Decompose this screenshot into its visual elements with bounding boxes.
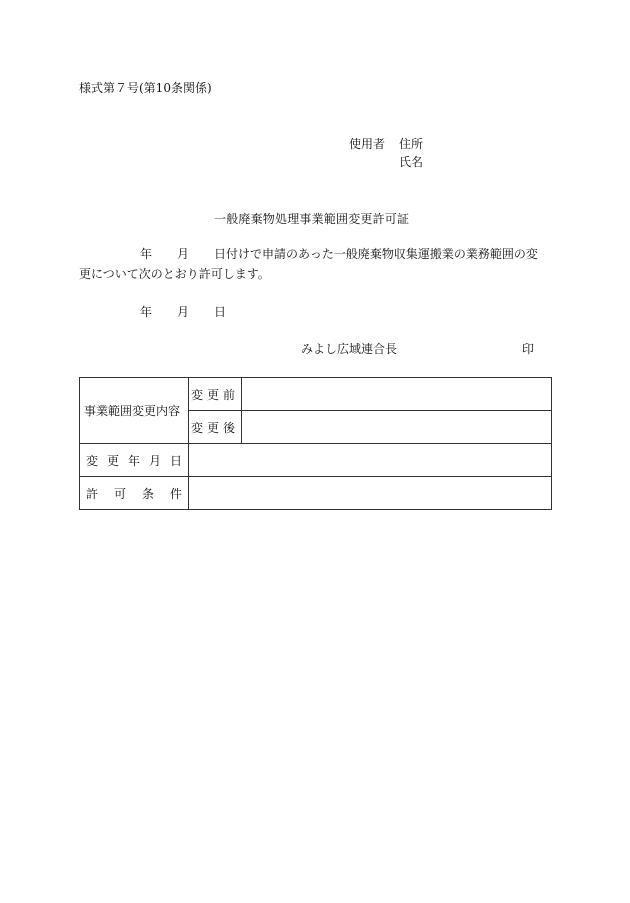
conditions-char: 件 — [169, 486, 182, 501]
name-label: 氏名 — [399, 155, 424, 169]
conditions-label — [80, 477, 189, 510]
body-text-line-1 — [79, 247, 551, 261]
body-text-rest: 日付けで申請のあった一般廃棄物収集運搬業の業務範囲の変 — [214, 247, 538, 261]
conditions-char: 許 — [86, 486, 99, 501]
seal-mark: 印 — [522, 342, 535, 356]
body-year-label: 年 — [140, 247, 153, 261]
body-text-line-2: 更について次のとおり許可します。 — [79, 267, 270, 281]
document-title: 一般廃棄物処理事業範囲変更許可証 — [214, 212, 410, 226]
issue-year-label: 年 — [140, 305, 153, 319]
body-month-label: 月 — [177, 247, 190, 261]
issuer-name: みよし広域連合長 — [301, 342, 398, 356]
change-date-char: 年 — [127, 453, 140, 468]
user-label: 使用者 — [349, 137, 386, 151]
address-label: 住所 — [399, 137, 424, 151]
issue-month-label: 月 — [177, 305, 190, 319]
table-row-conditions — [80, 477, 552, 510]
table-row-before — [80, 378, 552, 411]
change-date-label — [80, 444, 189, 477]
conditions-char: 条 — [141, 486, 154, 501]
after-label: 変更後 — [189, 411, 242, 444]
conditions-value[interactable] — [189, 477, 552, 510]
after-value[interactable] — [242, 411, 552, 444]
issue-day-label: 日 — [214, 305, 227, 319]
before-value[interactable] — [242, 378, 552, 411]
form-number: 様式第７号(第10条関係) — [79, 81, 212, 95]
conditions-char: 可 — [113, 486, 126, 501]
before-label: 変更前 — [189, 378, 242, 411]
change-date-char: 日 — [169, 453, 182, 468]
change-date-char: 月 — [148, 453, 161, 468]
table-row-change-date — [80, 444, 552, 477]
change-date-char: 更 — [106, 453, 119, 468]
permit-info-table — [79, 377, 552, 510]
change-date-value[interactable] — [189, 444, 552, 477]
scope-change-label: 事業範囲変更内容 — [80, 378, 189, 444]
change-date-char: 変 — [86, 453, 99, 468]
issue-date — [140, 305, 226, 319]
